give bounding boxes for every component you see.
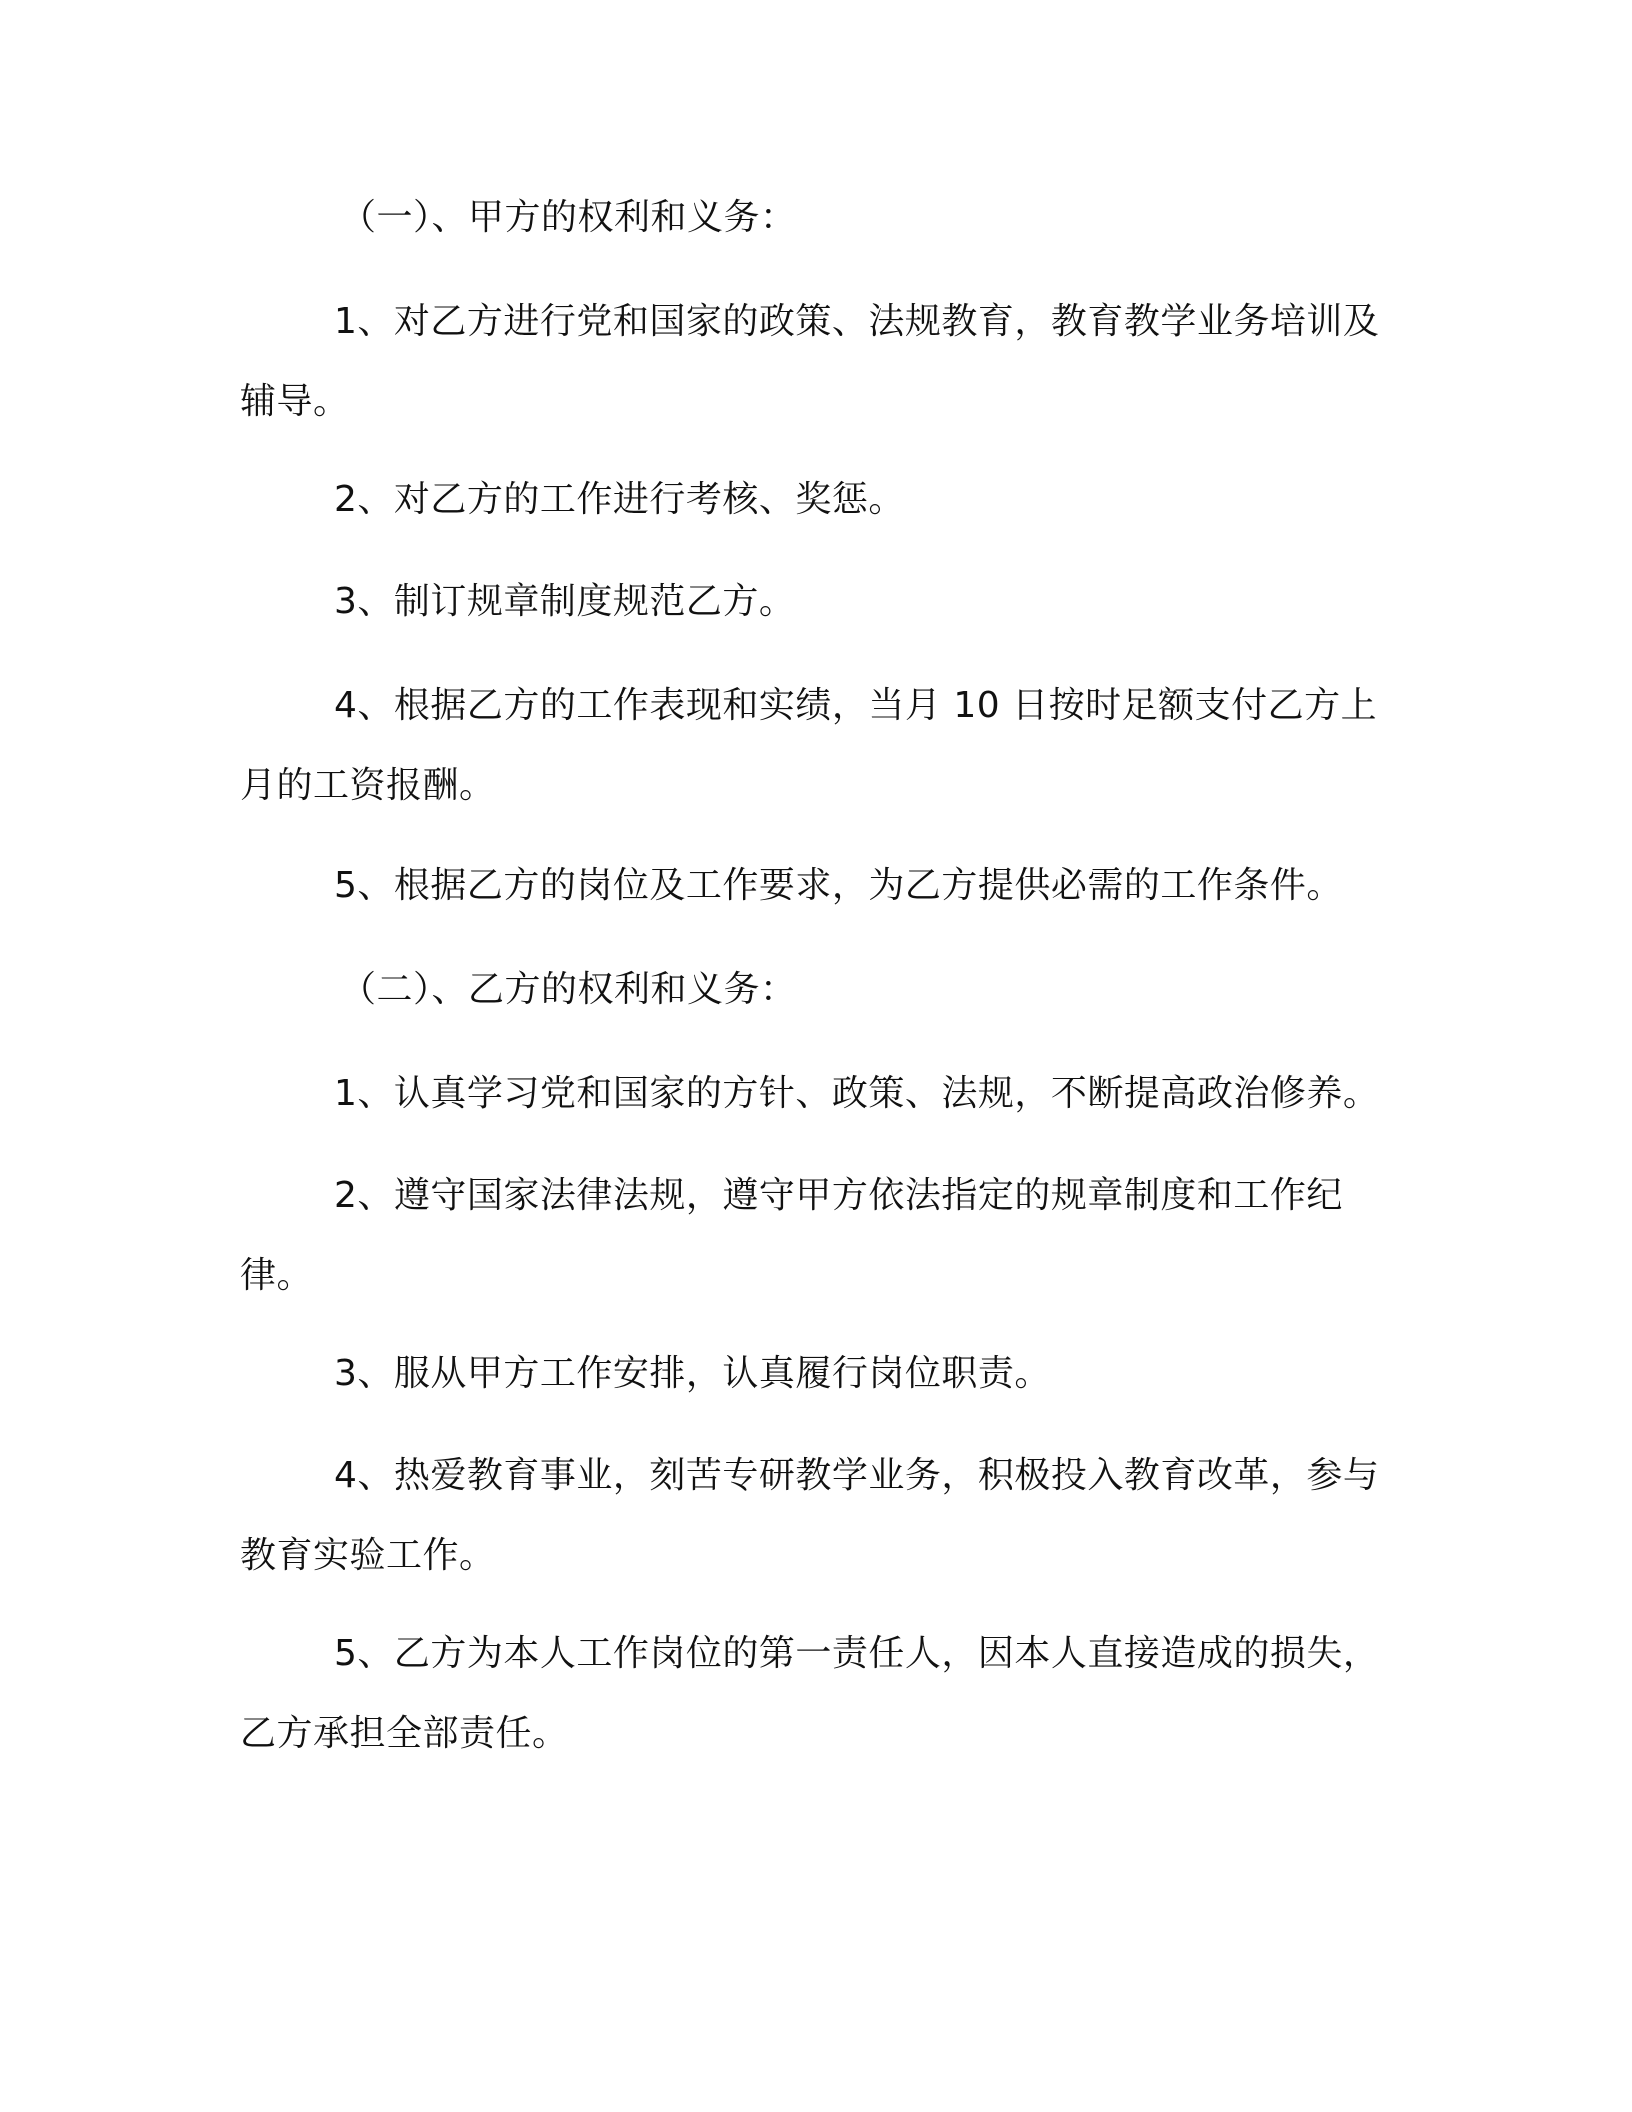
- party-a-item-2: 2、对乙方的工作进行考核、奖惩。: [334, 479, 905, 520]
- party-b-item-3: 3、服从甲方工作安排，认真履行岗位职责。: [334, 1353, 1051, 1394]
- section-heading-party-a: （一）、甲方的权利和义务：: [340, 197, 797, 238]
- section-heading-party-b: （二）、乙方的权利和义务：: [340, 969, 797, 1010]
- party-b-item-4: 4、热爱教育事业，刻苦专研教学业务，积极投入教育改革，参与教育实验工作。: [240, 1455, 1380, 1576]
- party-b-item-5: 5、乙方为本人工作岗位的第一责任人，因本人直接造成的损失，乙方承担全部责任。: [240, 1633, 1380, 1754]
- party-b-item-1: 1、认真学习党和国家的方针、政策、法规，不断提高政治修养。: [334, 1073, 1380, 1114]
- party-a-item-3: 3、制订规章制度规范乙方。: [334, 581, 796, 622]
- party-a-item-5: 5、根据乙方的岗位及工作要求，为乙方提供必需的工作条件。: [334, 865, 1343, 906]
- party-a-item-4: 4、根据乙方的工作表现和实绩，当月 10 日按时足额支付乙方上月的工资报酬。: [240, 685, 1378, 806]
- party-b-item-2: 2、遵守国家法律法规，遵守甲方依法指定的规章制度和工作纪律。: [240, 1175, 1343, 1296]
- party-a-item-1: 1、对乙方进行党和国家的政策、法规教育，教育教学业务培训及辅导。: [240, 301, 1380, 422]
